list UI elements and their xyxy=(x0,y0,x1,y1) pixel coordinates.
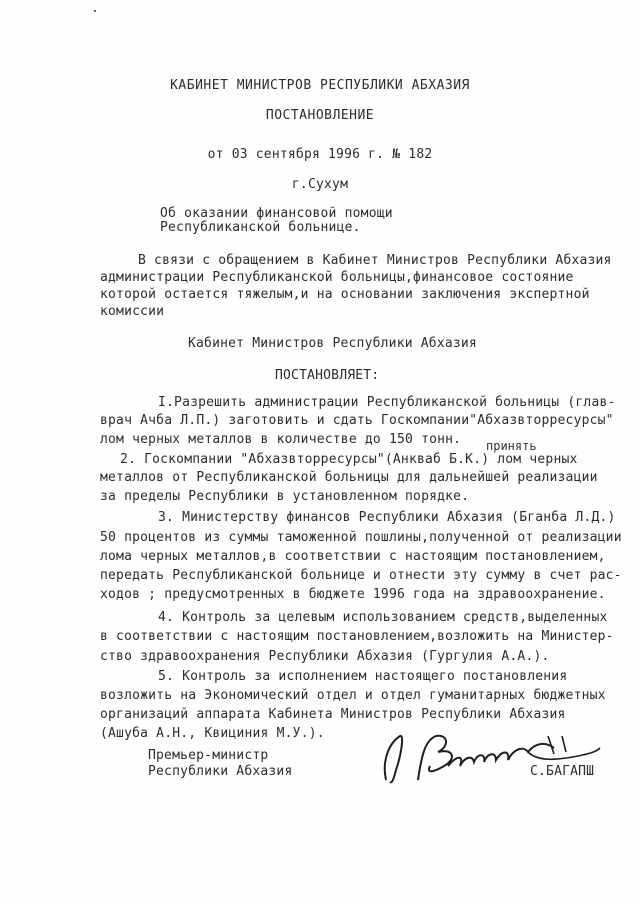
item-4-line-1: 4. Контроль за целевым использованием средств,выделенных xyxy=(158,610,608,625)
signatory-name: С.БАГАПШ xyxy=(530,764,595,779)
document-type: ПОСТАНОВЛЕНИЕ xyxy=(265,108,375,123)
item-1-line-2: врач Ачба Л.П.) заготовить и сдать Госкомпании"Абхазвторресурсы" xyxy=(100,413,614,428)
item-4-line-3: ство здравоохранения Республики Абхазия (Гургулия А.А.). xyxy=(100,649,550,664)
body-heading: Кабинет Министров Республики Абхазия xyxy=(188,336,477,351)
item-3-line-4: передать Республиканской больнице и отнести эту сумму в счет рас- xyxy=(100,568,622,583)
signatory-title-2: Республики Абхазия xyxy=(148,764,293,779)
item-2-line-2: металлов от Республиканской больницы для дальнейшей реализации xyxy=(100,470,598,485)
preamble-line-1: В связи с обращением в Кабинет Министров Республики Абхазия xyxy=(138,253,612,268)
subject-line-1: Об оказании финансовой помощи xyxy=(160,206,393,221)
item-5-line-2: возложить на Экономический отдел и отдел гуманитарных бюджетных xyxy=(100,688,606,703)
item-5-line-1: 5. Контроль за исполнением настоящего постановления xyxy=(158,669,568,684)
item-1-line-3: лом черных металлов в количестве до 150 тонн. xyxy=(100,432,462,447)
preamble-line-3: которой остается тяжелым,и на основании заключения экспертной xyxy=(100,287,590,302)
decree-word: ПОСТАНОВЛЯЕТ: xyxy=(275,368,380,383)
preamble-line-4: комиссии xyxy=(100,304,165,319)
handwritten-insert: принять xyxy=(486,439,537,453)
item-3-line-5: ходов ; предусмотренных в бюджете 1996 года на здравоохранение. xyxy=(100,587,606,602)
handwritten-signature xyxy=(378,722,603,794)
item-3-line-1: 3. Министерству финансов Республики Абхазия (Бганба Л.Д.) xyxy=(158,510,616,525)
subject-line-2: Республиканской больнице. xyxy=(160,220,361,235)
preamble-line-2: администрации Республиканской больницы,финансовое состояние xyxy=(100,270,574,285)
city-line: г.Сухум xyxy=(291,177,349,192)
item-2-line-3: за пределы Республики в установленном порядке. xyxy=(100,489,470,504)
item-3-line-3: лома черных металлов,в соответствии с настоящим постановлением, xyxy=(100,549,606,564)
item-5-line-4: (Ашуба А.Н., Квициния М.У.). xyxy=(100,726,325,741)
item-2-line-1: 2. Госкомпании "Абхазвторресурсы"(Анкваб Б.К.) лом черных xyxy=(120,452,578,467)
signatory-title-1: Премьер-министр xyxy=(148,748,269,763)
item-1-line-1: I.Разрешить администрации Республиканской больницы (глав- xyxy=(158,395,616,410)
cabinet-heading: КАБИНЕТ МИНИСТРОВ РЕСПУБЛИКИ АБХАЗИЯ xyxy=(170,78,470,93)
item-4-line-2: в соответствии с настоящим постановлением,возложить на Министер- xyxy=(100,629,614,644)
paper-speck xyxy=(94,10,96,12)
decree-date-number: от 03 сентября 1996 г. № 182 xyxy=(207,147,433,162)
item-3-line-2: 50 процентов из суммы таможенной пошлины,полученной от реализации xyxy=(100,530,622,545)
item-5-line-3: организаций аппарата Кабинета Министров Республики Абхазия xyxy=(100,707,566,722)
